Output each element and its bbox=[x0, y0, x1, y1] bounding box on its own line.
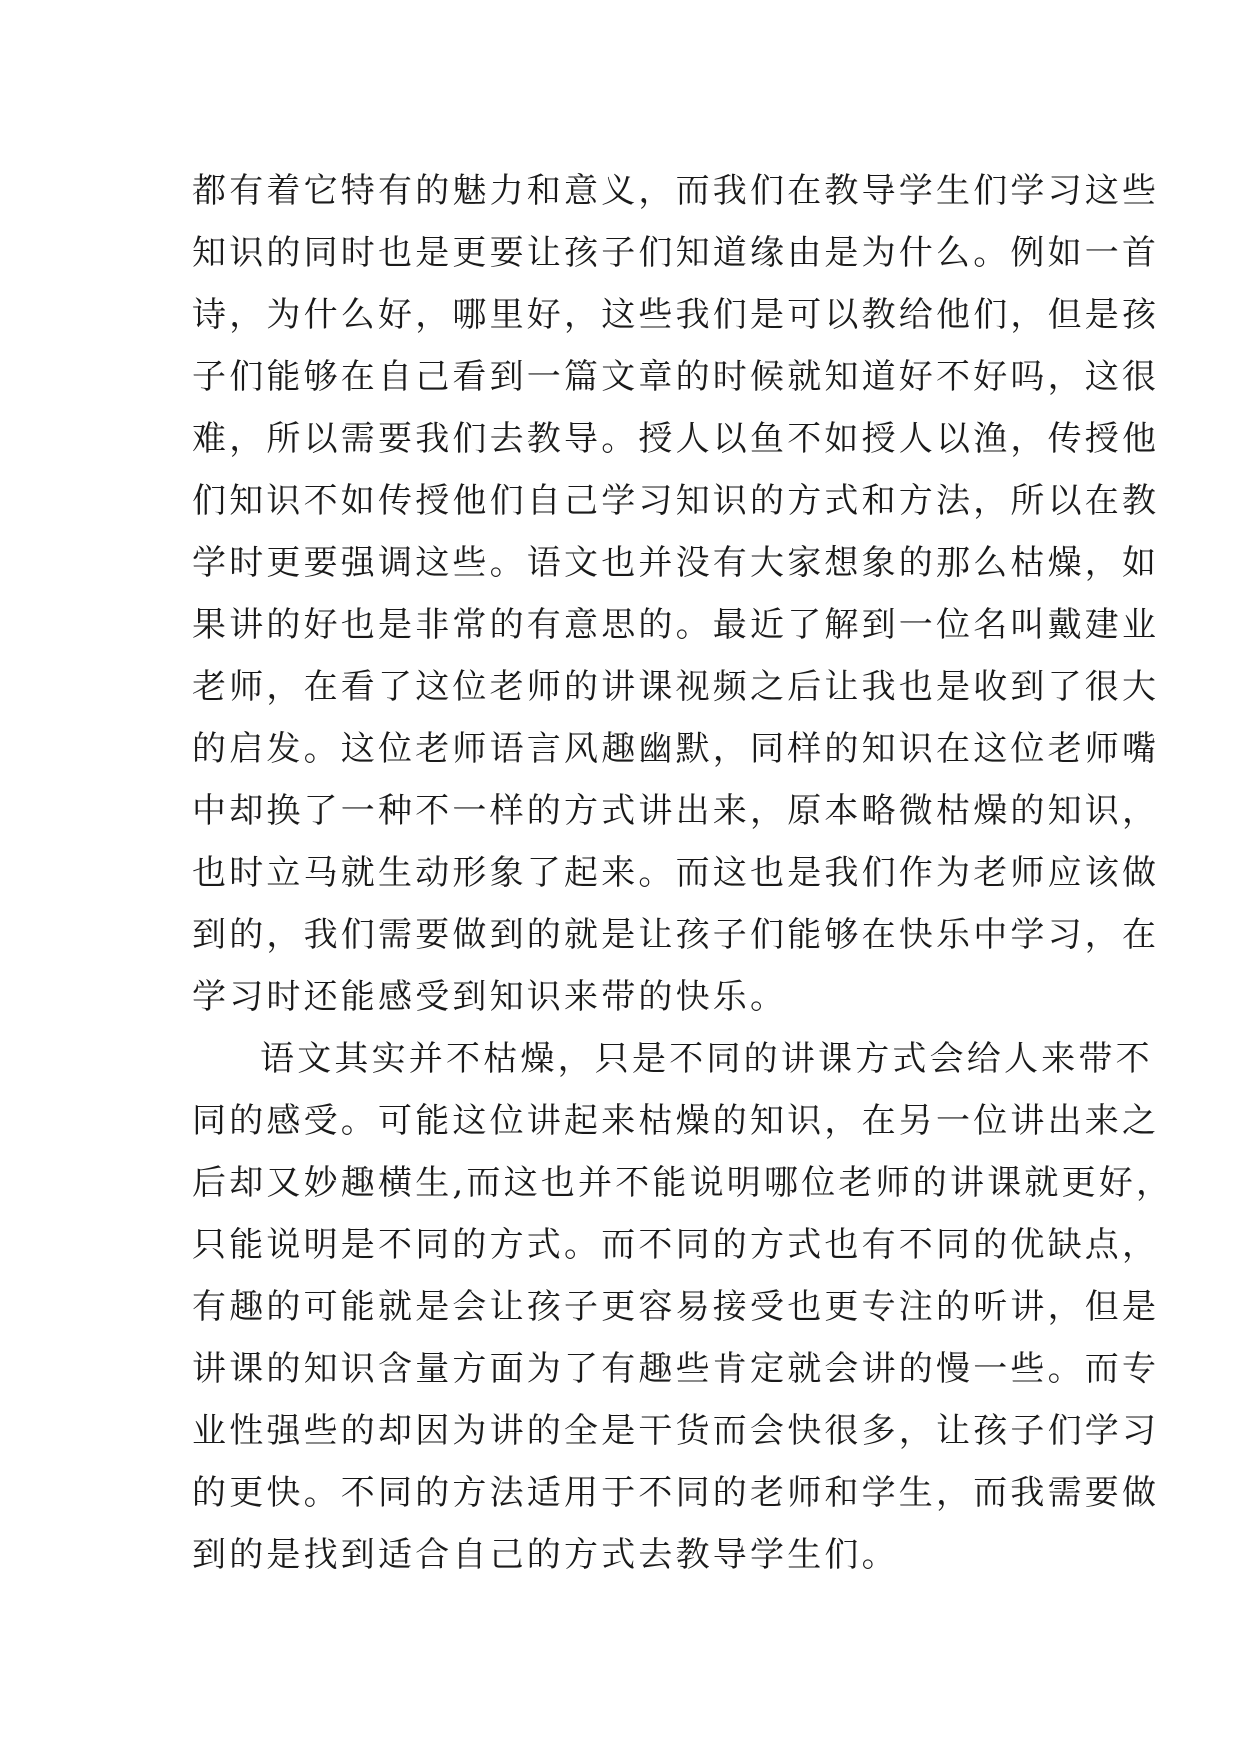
text-line: 果讲的好也是非常的有意思的。最近了解到一位名叫戴建业 bbox=[192, 605, 1160, 645]
text-line: 难，所以需要我们去教导。授人以鱼不如授人以渔，传授他 bbox=[192, 419, 1160, 459]
text-line: 也时立马就生动形象了起来。而这也是我们作为老师应该做 bbox=[192, 853, 1160, 893]
text-line: 诗，为什么好，哪里好，这些我们是可以教给他们，但是孩 bbox=[192, 295, 1160, 335]
text-line: 语文其实并不枯燥，只是不同的讲课方式会给人来带不 bbox=[260, 1039, 1153, 1079]
text-line: 有趣的可能就是会让孩子更容易接受也更专注的听讲，但是 bbox=[192, 1287, 1160, 1327]
text-line: 子们能够在自己看到一篇文章的时候就知道好不好吗，这很 bbox=[192, 357, 1160, 397]
text-line: 业性强些的却因为讲的全是干货而会快很多，让孩子们学习 bbox=[192, 1411, 1160, 1451]
text-line: 后却又妙趣横生,而这也并不能说明哪位老师的讲课就更好， bbox=[192, 1163, 1174, 1203]
text-line: 到的是找到适合自己的方式去教导学生们。 bbox=[192, 1535, 899, 1575]
text-line: 们知识不如传授他们自己学习知识的方式和方法，所以在教 bbox=[192, 481, 1160, 521]
text-line: 只能说明是不同的方式。而不同的方式也有不同的优缺点， bbox=[192, 1225, 1160, 1265]
text-line: 到的，我们需要做到的就是让孩子们能够在快乐中学习，在 bbox=[192, 915, 1160, 955]
text-line: 老师，在看了这位老师的讲课视频之后让我也是收到了很大 bbox=[192, 667, 1160, 707]
text-line: 学习时还能感受到知识来带的快乐。 bbox=[192, 977, 788, 1017]
text-line: 中却换了一种不一样的方式讲出来，原本略微枯燥的知识， bbox=[192, 791, 1160, 831]
text-line: 知识的同时也是更要让孩子们知道缘由是为什么。例如一首 bbox=[192, 233, 1160, 273]
body-text bbox=[192, 160, 1174, 1586]
text-line: 学时更要强调这些。语文也并没有大家想象的那么枯燥，如 bbox=[192, 543, 1160, 583]
text-line: 都有着它特有的魅力和意义，而我们在教导学生们学习这些 bbox=[192, 171, 1160, 211]
text-line: 的启发。这位老师语言风趣幽默，同样的知识在这位老师嘴 bbox=[192, 729, 1160, 769]
paragraph-1 bbox=[192, 160, 1160, 1028]
text-line: 的更快。不同的方法适用于不同的老师和学生，而我需要做 bbox=[192, 1473, 1160, 1513]
text-line: 讲课的知识含量方面为了有趣些肯定就会讲的慢一些。而专 bbox=[192, 1349, 1160, 1389]
paragraph-2 bbox=[192, 1028, 1174, 1586]
text-line: 同的感受。可能这位讲起来枯燥的知识，在另一位讲出来之 bbox=[192, 1101, 1160, 1141]
